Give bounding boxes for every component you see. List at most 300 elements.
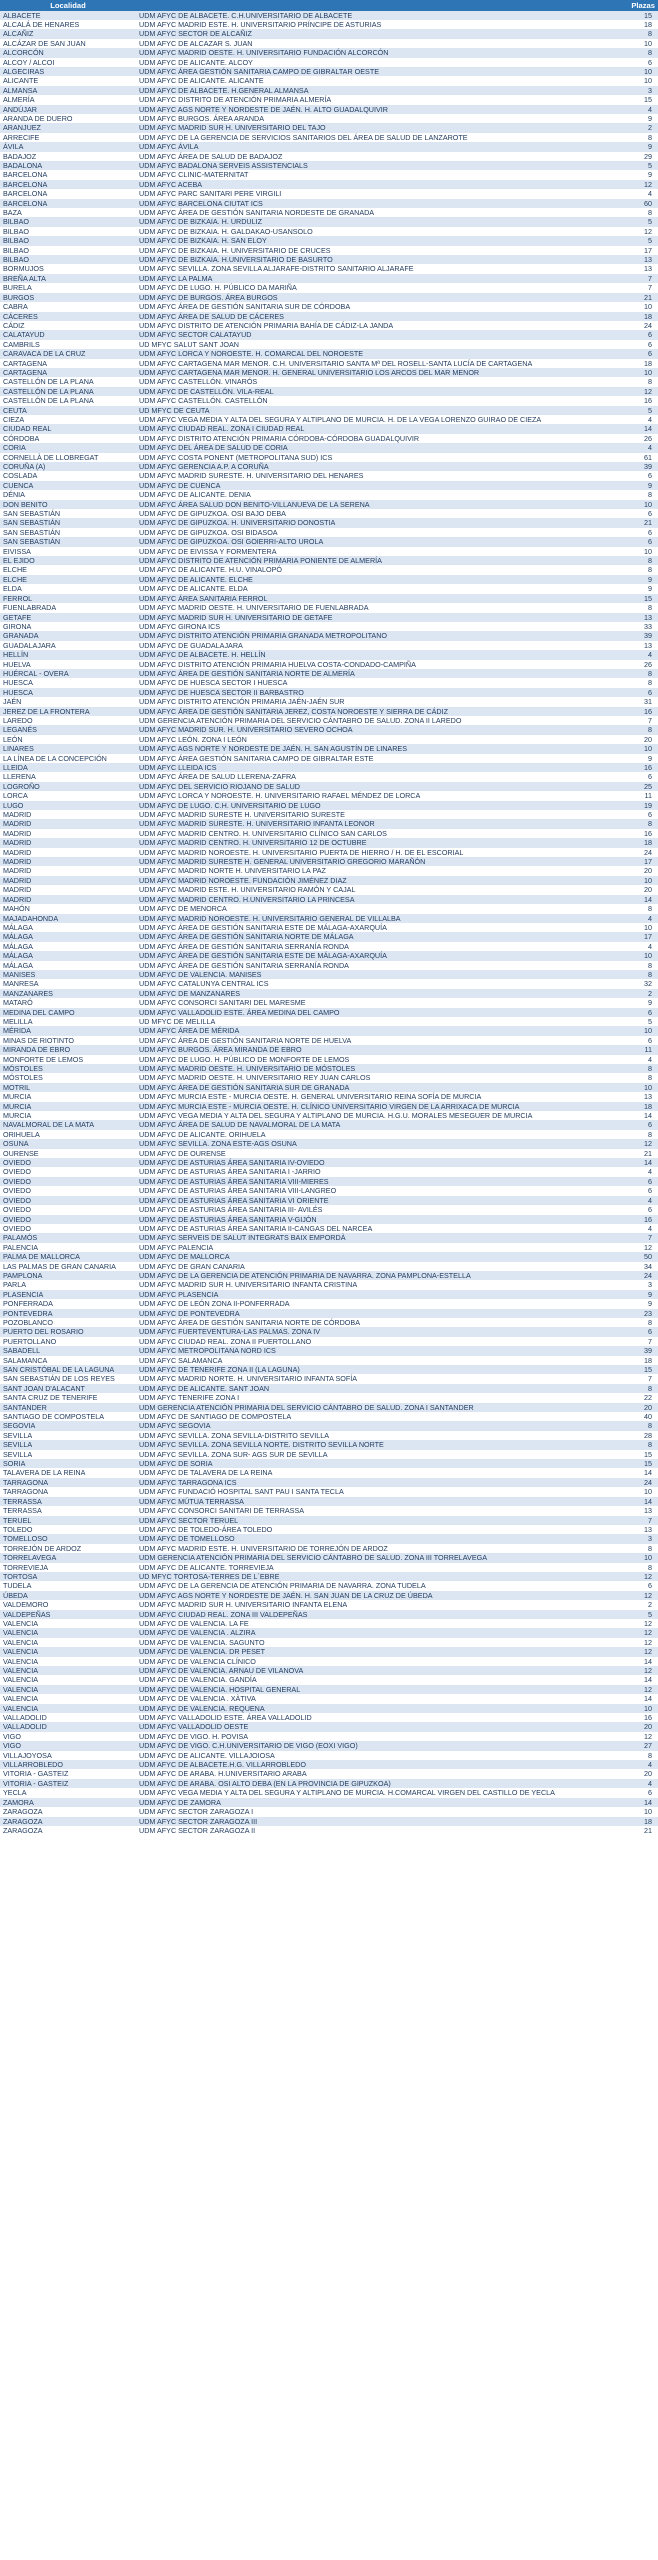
localidad-cell: ZARAGOZA <box>0 1826 136 1835</box>
table-row <box>0 1732 658 1741</box>
localidad-cell: MEDINA DEL CAMPO <box>0 1008 136 1017</box>
plazas-cell: 6 <box>612 1581 658 1590</box>
table-row <box>0 152 658 161</box>
unidad-cell: UDM AFYC DE ASTURIAS ÁREA SANITARIA I -JARRIO <box>136 1167 612 1176</box>
plazas-cell: 8 <box>612 1563 658 1572</box>
plazas-cell: 34 <box>612 1262 658 1271</box>
unidad-cell: UDM AFYC DE BIZKAIA. H. GALDAKAO-USANSOLO <box>136 227 612 236</box>
table-row <box>0 133 658 142</box>
unidad-cell: UDM AFYC ACEBA <box>136 180 612 189</box>
table-row <box>0 293 658 302</box>
localidad-cell: CARTAGENA <box>0 368 136 377</box>
plazas-cell: 18 <box>612 1356 658 1365</box>
plazas-cell: 8 <box>612 970 658 979</box>
table-row <box>0 1083 658 1092</box>
table-row <box>0 1252 658 1261</box>
unidad-cell: UDM AFYC ÁREA DE GESTIÓN SANITARIA SUR DE CÓRDOBA <box>136 302 612 311</box>
table-row <box>0 142 658 151</box>
table-row <box>0 246 658 255</box>
localidad-cell: CORUÑA (A) <box>0 462 136 471</box>
table-row <box>0 1751 658 1760</box>
plazas-cell: 12 <box>612 180 658 189</box>
localidad-cell: TORREJÓN DE ARDOZ <box>0 1544 136 1553</box>
plazas-cell: 6 <box>612 1205 658 1214</box>
unidad-cell: UDM AFYC CATALUNYA CENTRAL ICS <box>136 979 612 988</box>
plazas-cell: 7 <box>612 1233 658 1242</box>
plazas-cell: 14 <box>612 1657 658 1666</box>
table-row <box>0 1478 658 1487</box>
plazas-cell: 18 <box>612 312 658 321</box>
localidad-cell: BADALONA <box>0 161 136 170</box>
table-row <box>0 791 658 800</box>
unidad-cell: UDM AFYC ÁREA DE GESTIÓN SANITARIA SUR DE GRANADA <box>136 1083 612 1092</box>
table-row <box>0 199 658 208</box>
plazas-cell: 6 <box>612 1036 658 1045</box>
table-row <box>0 801 658 810</box>
plazas-cell: 10 <box>612 876 658 885</box>
localidad-cell: VALLADOLID <box>0 1713 136 1722</box>
plazas-cell: 16 <box>612 763 658 772</box>
plazas-cell: 24 <box>612 1271 658 1280</box>
table-row <box>0 274 658 283</box>
plazas-cell: 9 <box>612 1299 658 1308</box>
unidad-cell: UDM AFYC DE VALENCIA . XÀTIVA <box>136 1694 612 1703</box>
unidad-cell: UDM AFYC BADALONA SERVEIS ASSISTENCIALS <box>136 161 612 170</box>
unidad-cell: UDM AFYC ÁVILA <box>136 142 612 151</box>
plazas-cell: 4 <box>612 942 658 951</box>
localidad-cell: EIVISSA <box>0 547 136 556</box>
unidad-cell: UDM AFYC MADRID NOROESTE. H. UNIVERSITARIO PUERTA DE HIERRO / H. DE EL ESCORIAL <box>136 848 612 857</box>
localidad-cell: VALENCIA <box>0 1628 136 1637</box>
localidad-cell: JEREZ DE LA FRONTERA <box>0 707 136 716</box>
plazas-cell: 5 <box>612 1610 658 1619</box>
plazas-cell: 5 <box>612 406 658 415</box>
unidad-cell: UDM AFYC MADRID OESTE. H. UNIVERSITARIO REY JUAN CARLOS <box>136 1073 612 1082</box>
localidad-cell: MÁLAGA <box>0 923 136 932</box>
table-row <box>0 1356 658 1365</box>
localidad-cell: MADRID <box>0 895 136 904</box>
plazas-cell: 8 <box>612 565 658 574</box>
plazas-cell: 10 <box>612 547 658 556</box>
localidad-cell: ALCALÁ DE HENARES <box>0 20 136 29</box>
plazas-cell: 9 <box>612 142 658 151</box>
unidad-cell: UDM AFYC AGS NORTE Y NORDESTE DE JAÉN. H. SAN JUAN DE LA CRUZ DE ÚBEDA <box>136 1591 612 1600</box>
table-row <box>0 1177 658 1186</box>
plazas-cell: 27 <box>612 1741 658 1750</box>
plazas-cell: 2 <box>612 1600 658 1609</box>
table-row <box>0 782 658 791</box>
localidad-cell: CARTAGENA <box>0 359 136 368</box>
unidad-cell: UDM AFYC DE VALENCIA CLÍNICO <box>136 1657 612 1666</box>
unidad-cell: UDM AFYC DE VALENCIA. GANDÍA <box>136 1675 612 1684</box>
unidad-cell: UDM AFYC ÁREA DE GESTIÓN SANITARIA SERRANÍA RONDA <box>136 942 612 951</box>
localidad-cell: TOLEDO <box>0 1525 136 1534</box>
localidad-cell: TORTOSA <box>0 1572 136 1581</box>
table-row <box>0 1073 658 1082</box>
table-row <box>0 876 658 885</box>
unidad-cell: UDM AFYC DE ALICANTE. VILLAJOIOSA <box>136 1751 612 1760</box>
table-row <box>0 565 658 574</box>
unidad-cell: UDM AFYC DE LUGO. H. PÚBLICO DE MONFORTE DE LEMOS <box>136 1055 612 1064</box>
table-row <box>0 264 658 273</box>
localidad-cell: ALBACETE <box>0 11 136 20</box>
localidad-cell: MÁLAGA <box>0 951 136 960</box>
localidad-cell: CASTELLÓN DE LA PLANA <box>0 396 136 405</box>
localidad-cell: VALENCIA <box>0 1657 136 1666</box>
localidad-cell: DON BENITO <box>0 500 136 509</box>
table-row <box>0 227 658 236</box>
localidad-cell: SANTANDER <box>0 1403 136 1412</box>
table-row <box>0 1299 658 1308</box>
localidad-cell: BILBAO <box>0 217 136 226</box>
plazas-cell: 15 <box>612 594 658 603</box>
table-row <box>0 1468 658 1477</box>
plazas-cell: 25 <box>612 782 658 791</box>
plazas-cell: 6 <box>612 1008 658 1017</box>
localidad-cell: VILLAJOYOSA <box>0 1751 136 1760</box>
plazas-cell: 10 <box>612 1807 658 1816</box>
table-row <box>0 819 658 828</box>
localidad-cell: MINAS DE RIOTINTO <box>0 1036 136 1045</box>
table-row <box>0 11 658 20</box>
plazas-cell: 20 <box>612 1722 658 1731</box>
unidad-cell: UDM AFYC DISTRITO ATENCIÓN PRIMARIA JAÉN-JAÉN SUR <box>136 697 612 706</box>
localidad-cell: SEGOVIA <box>0 1421 136 1430</box>
plazas-cell: 12 <box>612 387 658 396</box>
plazas-cell: 50 <box>612 1252 658 1261</box>
localidad-cell: CORNELLÀ DE LLOBREGAT <box>0 453 136 462</box>
table-row <box>0 575 658 584</box>
plazas-cell: 12 <box>612 1685 658 1694</box>
unidad-cell: UDM AFYC MADRID SUR H. UNIVERSITARIO INFANTA CRISTINA <box>136 1280 612 1289</box>
unidad-cell: UDM AFYC ÁREA DE GESTIÓN SANITARIA NORDESTE DE GRANADA <box>136 208 612 217</box>
table-row <box>0 537 658 546</box>
localidad-cell: TORREVIEJA <box>0 1563 136 1572</box>
unidad-cell: UDM AFYC GERENCIA A.P. A CORUÑA <box>136 462 612 471</box>
localidad-cell: PALMA DE MALLORCA <box>0 1252 136 1261</box>
plazas-cell: 14 <box>612 1798 658 1807</box>
unidad-cell: UDM AFYC CASTELLÓN. VINARÓS <box>136 377 612 386</box>
table-row <box>0 321 658 330</box>
unidad-cell: UDM AFYC ÁREA SALUD DON BENITO-VILLANUEVA DE LA SERENA <box>136 500 612 509</box>
unidad-cell: UDM AFYC DE LA GERENCIA DE ATENCIÓN PRIMARIA DE NAVARRA. ZONA PAMPLONA-ESTELLA <box>136 1271 612 1280</box>
plazas-cell: 8 <box>612 904 658 913</box>
table-row <box>0 377 658 386</box>
plazas-cell: 9 <box>612 1290 658 1299</box>
unidad-cell: UDM AFYC DE VALENCIA. SAGUNTO <box>136 1638 612 1647</box>
localidad-cell: PALENCIA <box>0 1243 136 1252</box>
unidad-cell: UDM AFYC PLASENCIA <box>136 1290 612 1299</box>
plazas-cell: 40 <box>612 1412 658 1421</box>
localidad-cell: OVIEDO <box>0 1196 136 1205</box>
table-row <box>0 1516 658 1525</box>
localidad-cell: ARRECIFE <box>0 133 136 142</box>
unidad-cell: UDM AFYC DE VALENCIA. LA FE <box>136 1619 612 1628</box>
table-row <box>0 67 658 76</box>
unidad-cell: UDM GERENCIA ATENCIÓN PRIMARIA DEL SERVICIO CÁNTABRO DE SALUD. ZONA III TORRELAVEGA <box>136 1553 612 1562</box>
table-row <box>0 1666 658 1675</box>
unidad-cell: UDM AFYC VALLADOLID OESTE <box>136 1722 612 1731</box>
unidad-cell: UDM AFYC SEVILLA. ZONA SEVILLA NORTE. DISTRITO SEVILLA NORTE <box>136 1440 612 1449</box>
table-row <box>0 866 658 875</box>
plazas-cell: 4 <box>612 1224 658 1233</box>
localidad-cell: ALCAÑIZ <box>0 29 136 38</box>
unidad-cell: UDM AFYC DE EIVISSA Y FORMENTERA <box>136 547 612 556</box>
unidad-cell: UDM AFYC DE ASTURIAS ÁREA SANITARIA II-CANGAS DEL NARCEA <box>136 1224 612 1233</box>
plazas-cell: 10 <box>612 951 658 960</box>
table-row <box>0 1525 658 1534</box>
plazas-cell: 4 <box>612 105 658 114</box>
localidad-cell: LORCA <box>0 791 136 800</box>
table-row <box>0 1327 658 1336</box>
plazas-cell: 6 <box>612 1788 658 1797</box>
localidad-cell: YECLA <box>0 1788 136 1797</box>
unidad-cell: UDM AFYC CIUDAD REAL. ZONA III VALDEPEÑAS <box>136 1610 612 1619</box>
plazas-cell: 6 <box>612 349 658 358</box>
localidad-cell: MADRID <box>0 829 136 838</box>
localidad-cell: VALENCIA <box>0 1704 136 1713</box>
table-row <box>0 1290 658 1299</box>
localidad-cell: VALENCIA <box>0 1685 136 1694</box>
table-row <box>0 312 658 321</box>
plazas-cell: 6 <box>612 330 658 339</box>
table-row <box>0 838 658 847</box>
plazas-cell: 12 <box>612 1591 658 1600</box>
table-header <box>0 0 658 11</box>
plazas-cell: 12 <box>612 1139 658 1148</box>
table-row <box>0 424 658 433</box>
table-row <box>0 1572 658 1581</box>
table-row <box>0 1120 658 1129</box>
localidad-cell: MATARÓ <box>0 998 136 1007</box>
plazas-cell: 20 <box>612 885 658 894</box>
localidad-cell: HUESCA <box>0 678 136 687</box>
table-row <box>0 885 658 894</box>
localidad-cell: ALMERÍA <box>0 95 136 104</box>
plazas-cell: 13 <box>612 1092 658 1101</box>
unidad-cell: UDM AFYC DE ASTURIAS ÁREA SANITARIA V-GIJÓN <box>136 1215 612 1224</box>
localidad-cell: OVIEDO <box>0 1205 136 1214</box>
plazas-cell: 13 <box>612 641 658 650</box>
unidad-cell: UDM AFYC DE VALENCIA. REQUENA <box>136 1704 612 1713</box>
plazas-cell: 7 <box>612 1374 658 1383</box>
localidad-cell: VALENCIA <box>0 1675 136 1684</box>
localidad-cell: MADRID <box>0 857 136 866</box>
localidad-cell: OVIEDO <box>0 1224 136 1233</box>
localidad-cell: VALLADOLID <box>0 1722 136 1731</box>
table-row <box>0 961 658 970</box>
plazas-cell: 7 <box>612 716 658 725</box>
plazas-cell: 24 <box>612 321 658 330</box>
plazas-cell: 4 <box>612 1196 658 1205</box>
unidad-cell: UDM AFYC SECTOR TERUEL <box>136 1516 612 1525</box>
plazas-cell: 17 <box>612 857 658 866</box>
localidad-cell: VITORIA - GASTEIZ <box>0 1779 136 1788</box>
table-row <box>0 180 658 189</box>
plazas-cell: 2 <box>612 989 658 998</box>
plazas-cell: 10 <box>612 76 658 85</box>
unidad-cell: UD MFYC SALUT SANT JOAN <box>136 340 612 349</box>
localidad-cell: COSLADA <box>0 471 136 480</box>
unidad-cell: UDM AFYC MADRID NORTE. H. UNIVERSITARIO INFANTA SOFÍA <box>136 1374 612 1383</box>
unidad-cell: UDM AFYC ÁREA DE GESTIÓN SANITARIA NORTE DE ALMERÍA <box>136 669 612 678</box>
localidad-cell: BARCELONA <box>0 199 136 208</box>
unidad-cell: UDM AFYC ÁREA DE SALUD DE BADAJOZ <box>136 152 612 161</box>
table-row <box>0 1487 658 1496</box>
table-row <box>0 1045 658 1054</box>
table-body <box>0 11 658 1836</box>
plazas-cell: 7 <box>612 1516 658 1525</box>
table-row <box>0 434 658 443</box>
unidad-cell: UDM AFYC MADRID SURESTE H. GENERAL UNIVERSITARIO GREGORIO MARAÑÓN <box>136 857 612 866</box>
plazas-cell: 8 <box>612 1544 658 1553</box>
unidad-cell: UDM AFYC MADRID NORTE H. UNIVERSITARIO LA PAZ <box>136 866 612 875</box>
localidad-cell: POZOBLANCO <box>0 1318 136 1327</box>
table-row <box>0 979 658 988</box>
table-row <box>0 349 658 358</box>
localidad-cell: TERRASSA <box>0 1497 136 1506</box>
unidad-cell: UDM AFYC VEGA MEDIA Y ALTA DEL SEGURA Y ALTIPLANO DE MURCIA. H.G.U. MORALES MESEGUER DE MURCIA <box>136 1111 612 1120</box>
plazas-cell: 9 <box>612 584 658 593</box>
table-row <box>0 1638 658 1647</box>
plazas-cell: 3 <box>612 1534 658 1543</box>
unidad-cell: UDM AFYC DISTRITO DE ATENCIÓN PRIMARIA PONIENTE DE ALMERÍA <box>136 556 612 565</box>
table-row <box>0 1167 658 1176</box>
localidad-cell: VILLARROBLEDO <box>0 1760 136 1769</box>
table-row <box>0 1055 658 1064</box>
localidad-cell: MÓSTOLES <box>0 1064 136 1073</box>
localidad-cell: MADRID <box>0 810 136 819</box>
table-row <box>0 1421 658 1430</box>
table-row <box>0 1318 658 1327</box>
plazas-cell: 10 <box>612 67 658 76</box>
localidad-cell: ALMANSA <box>0 86 136 95</box>
localidad-cell: VIGO <box>0 1732 136 1741</box>
unidad-cell: UDM AFYC DE HUESCA SECTOR II BARBASTRO <box>136 688 612 697</box>
localidad-cell: SALAMANCA <box>0 1356 136 1365</box>
plazas-cell: 8 <box>612 1073 658 1082</box>
unidad-cell: UDM AFYC DISTRITO ATENCIÓN PRIMARIA GRANADA METROPOLITANO <box>136 631 612 640</box>
table-row <box>0 528 658 537</box>
table-row <box>0 1196 658 1205</box>
localidad-cell: MADRID <box>0 848 136 857</box>
unidad-cell: UDM AFYC PARC SANITARI PERE VIRGILI <box>136 189 612 198</box>
plazas-cell: 6 <box>612 1327 658 1336</box>
table-row <box>0 1139 658 1148</box>
localidad-cell: MIRANDA DE EBRO <box>0 1045 136 1054</box>
plazas-cell: 5 <box>612 217 658 226</box>
plazas-cell: 16 <box>612 829 658 838</box>
localidad-cell: ÁVILA <box>0 142 136 151</box>
unidad-cell: UDM AFYC MADRID CENTRO. H.UNIVERSITARIO LA PRINCESA <box>136 895 612 904</box>
plazas-cell: 18 <box>612 838 658 847</box>
unidad-cell: UDM AFYC VALLADOLID ESTE. ÁREA MEDINA DEL CAMPO <box>136 1008 612 1017</box>
unidad-cell: UDM AFYC SECTOR ZARAGOZA III <box>136 1817 612 1826</box>
plazas-cell: 8 <box>612 377 658 386</box>
localidad-cell: MÁLAGA <box>0 942 136 951</box>
localidad-cell: TUDELA <box>0 1581 136 1590</box>
unidad-cell: UDM AFYC CARTAGENA MAR MENOR. H. GENERAL UNIVERSITARIO LOS ARCOS DEL MAR MENOR <box>136 368 612 377</box>
plazas-cell: 9 <box>612 170 658 179</box>
table-row <box>0 1233 658 1242</box>
plazas-cell: 12 <box>612 1666 658 1675</box>
unidad-cell: UDM AFYC CARTAGENA MAR MENOR. C.H. UNIVERSITARIO SANTA Mª DEL ROSELL-SANTA LUCÍA DE CARTAGENA <box>136 359 612 368</box>
table-row <box>0 462 658 471</box>
unidad-cell: UDM AFYC DISTRITO ATENCIÓN PRIMARIA CÓRDOBA-CÓRDOBA GUADALQUIVIR <box>136 434 612 443</box>
unidad-cell: UDM AFYC DE TALAVERA DE LA REINA <box>136 1468 612 1477</box>
unidad-cell: UDM AFYC BARCELONA CIUTAT ICS <box>136 199 612 208</box>
unidad-cell: UDM AFYC DE GIPUZKOA. OSI GOIERRI-ALTO UROLA <box>136 537 612 546</box>
unidad-cell: UDM AFYC DE ALBACETE. H.GENERAL ALMANSA <box>136 86 612 95</box>
localidad-cell: VIGO <box>0 1741 136 1750</box>
unidad-cell: UD MFYC DE MELILLA <box>136 1017 612 1026</box>
table-row <box>0 415 658 424</box>
unidad-cell: UDM AFYC MADRID NOROESTE. FUNDACIÓN JIMÉNEZ DIAZ <box>136 876 612 885</box>
table-row <box>0 29 658 38</box>
unidad-cell: UDM AFYC DE ALBACETE. C.H.UNIVERSITARIO DE ALBACETE <box>136 11 612 20</box>
localidad-cell: BILBAO <box>0 227 136 236</box>
localidad-cell: GETAFE <box>0 613 136 622</box>
localidad-cell: VITORIA - GASTEIZ <box>0 1769 136 1778</box>
unidad-cell: UDM AFYC FUERTEVENTURA-LAS PALMAS. ZONA IV <box>136 1327 612 1336</box>
localidad-cell: SAN CRISTÓBAL DE LA LAGUNA <box>0 1365 136 1374</box>
table-row <box>0 772 658 781</box>
localidad-cell: BARCELONA <box>0 170 136 179</box>
table-row <box>0 1064 658 1073</box>
plazas-cell: 15 <box>612 1459 658 1468</box>
unidad-cell: UD MFYC TORTOSA-TERRES DE L´EBRE <box>136 1572 612 1581</box>
table-row <box>0 660 658 669</box>
localidad-cell: JAÉN <box>0 697 136 706</box>
header-row <box>0 0 658 11</box>
plazas-cell: 14 <box>612 1497 658 1506</box>
unidad-cell: UDM AFYC CLINIC-MATERNITAT <box>136 170 612 179</box>
table-row <box>0 1346 658 1355</box>
plazas-cell: 9 <box>612 575 658 584</box>
plazas-cell: 14 <box>612 1675 658 1684</box>
localidad-cell: MÁLAGA <box>0 932 136 941</box>
localidad-cell: LA LÍNEA DE LA CONCEPCIÓN <box>0 754 136 763</box>
localidad-cell: MÉRIDA <box>0 1026 136 1035</box>
unidad-cell: UDM AFYC DE ALICANTE. ELCHE <box>136 575 612 584</box>
table-row <box>0 613 658 622</box>
table-row <box>0 1026 658 1035</box>
unidad-cell: UDM AFYC DE LA GERENCIA DE SERVICIOS SANITARIOS DEL ÁREA DE SALUD DE LANZAROTE <box>136 133 612 142</box>
localidad-cell: BILBAO <box>0 236 136 245</box>
table-row <box>0 1393 658 1402</box>
unidad-cell: UDM AFYC LEÓN. ZONA I LEÓN <box>136 735 612 744</box>
table-row <box>0 1553 658 1562</box>
table-row <box>0 1215 658 1224</box>
unidad-cell: UDM AFYC MADRID SURESTE H. UNIVERSITARIO SURESTE <box>136 810 612 819</box>
table-row <box>0 368 658 377</box>
plazas-cell: 39 <box>612 1346 658 1355</box>
localidad-cell: ZARAGOZA <box>0 1807 136 1816</box>
plazas-cell: 20 <box>612 735 658 744</box>
table-row <box>0 20 658 29</box>
plazas-cell: 20 <box>612 1769 658 1778</box>
unidad-cell: UDM AFYC DE CUENCA <box>136 481 612 490</box>
plazas-cell: 14 <box>612 1694 658 1703</box>
localidad-cell: BARCELONA <box>0 180 136 189</box>
localidad-cell: TERUEL <box>0 1516 136 1525</box>
plazas-cell: 7 <box>612 1337 658 1346</box>
unidad-cell: UDM AFYC VEGA MEDIA Y ALTA DEL SEGURA Y ALTIPLANO DE MURCIA. H. DE LA VEGA LORENZO GUIRAO DE CIEZA <box>136 415 612 424</box>
unidad-cell: UDM AFYC ÁREA DE GESTIÓN SANITARIA SERRANÍA RONDA <box>136 961 612 970</box>
localidad-cell: VALENCIA <box>0 1694 136 1703</box>
localidad-cell: CORIA <box>0 443 136 452</box>
localidad-cell: CIEZA <box>0 415 136 424</box>
